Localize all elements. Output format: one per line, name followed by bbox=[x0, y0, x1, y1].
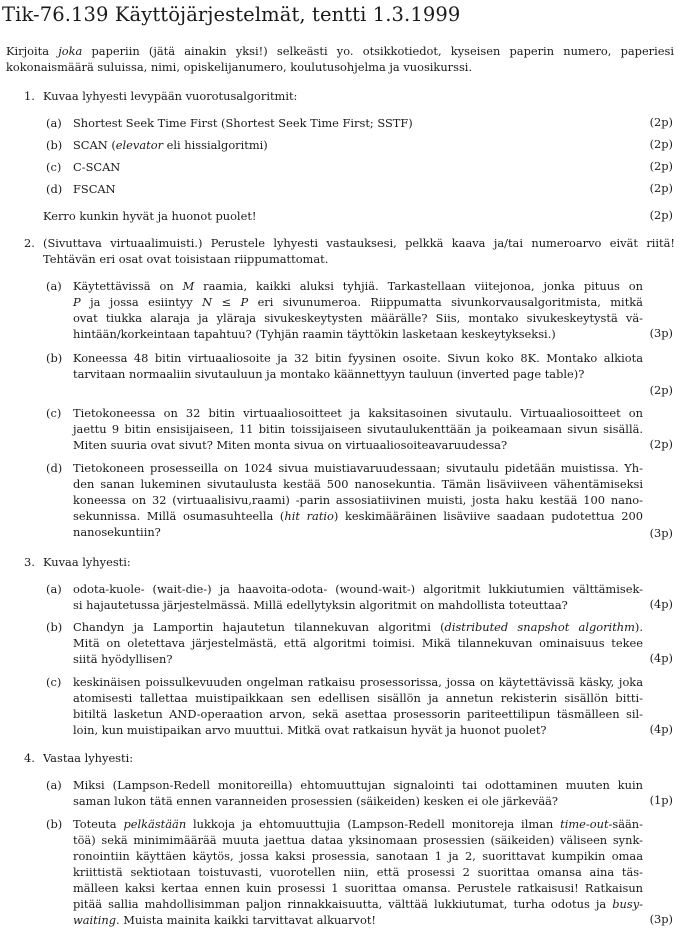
footer-text: Kerro kunkin hyvät ja huonot puolet! bbox=[43, 209, 257, 223]
item-label: (b) bbox=[46, 817, 63, 831]
item-text: odota-kuole- (wait-die-) ja haavoita-odota- (wound-wait-) algoritmit lukkiutumien välttämisek- si hajautetussa järjestelmässä. Millä edellytyksin algoritmit on mahdollista toteuttaa? bbox=[73, 582, 643, 612]
question-text: Vastaa lyhyesti: bbox=[43, 751, 134, 765]
item-text: Toteuta pelkästään lukkoja ja ehtomuuttujia (Lampson-Redell monitoreja ilman time-out-sään- töä) sekä minimimäärää muuta jaettua dataa yksinomaan prosessien (säikeiden) väliseen synk- ronointiin käyttäen käytös, jossa kaksi prosessia, sanotaan 1 ja 2, suorittavat kumpikin omaa kriittistä sektiotaan toistuvasti, vuorotellen niin, että prosessi 2 suorittaa omansa aina täs- mälleen kaksi kertaa ennen kuin prosessi 1 suorittaa omansa. Perustele ratkaisusi! Ratkaisun pitää sallia mahdollisimman paljon rinnakkaisuutta, välttää lukkiutumat, turha odotus ja busy- waiting. Muista mainita kaikki tarvittavat alkuarvot! bbox=[73, 817, 643, 927]
question-number: 1. bbox=[24, 89, 35, 103]
points: (2p) bbox=[649, 383, 673, 397]
question-text: Kuvaa lyhyesti: bbox=[43, 555, 131, 569]
question-text: Kuvaa lyhyesti levypään vuorotusalgoritmit: bbox=[43, 89, 298, 103]
item-label: (a) bbox=[46, 778, 62, 792]
points: (3p) bbox=[649, 912, 673, 926]
item-label: (d) bbox=[46, 182, 63, 196]
intro-line-1: Kirjoita joka paperiin (jätä ainakin yksi!) selkeästi yo. otsikkotiedot, kyseisen paperin numero, paperiesi bbox=[6, 44, 674, 58]
item-text: Shortest Seek Time First (Shortest Seek Time First; SSTF) bbox=[73, 116, 413, 130]
item-text: FSCAN bbox=[73, 182, 116, 196]
item-text: Tietokoneessa on 32 bitin virtuaaliosoitteet ja kaksitasoinen sivutaulu. Virtuaaliosoitteet on jaettu 9 bitin ensisijaiseen, 11 bitin toissijaiseen sivutaulukenttään ja poikeamaan sivun sisällä. Miten suuria ovat sivut? Miten monta sivua on virtuaaliosoiteavaruudessa? bbox=[73, 406, 643, 452]
points: (2p) bbox=[649, 181, 673, 195]
points: (4p) bbox=[649, 722, 673, 736]
points: (2p) bbox=[649, 159, 673, 173]
item-label: (a) bbox=[46, 279, 62, 293]
item-text: Käytettävissä on M raamia, kaikki aluksi tyhjiä. Tarkastellaan viitejonoa, jonka pituus on P ja jossa esiintyy N ≤ P eri sivunumeroa. Riippumatta sivunkorvausalgoritmista, mitkä ovat tiukka alaraja ja yläraja sivukeskeytysten määrälle? Siis, montako sivukeskeytystä vä- hintään/korkeintaan tapahtuu? (Tyhjän raamin täyttökin lasketaan keskeytykseksi.) bbox=[73, 279, 643, 341]
item-label: (b) bbox=[46, 138, 63, 152]
page-title: Tik-76.139 Käyttöjärjestelmät, tentti 1.3.1999 bbox=[2, 3, 461, 26]
item-text: SCAN (elevator eli hissialgoritmi) bbox=[73, 138, 268, 152]
points: (3p) bbox=[649, 526, 673, 540]
item-label: (b) bbox=[46, 351, 63, 365]
item-label: (c) bbox=[46, 406, 62, 420]
item-label: (d) bbox=[46, 461, 63, 475]
question-text: (Sivuttava virtuaalimuisti.) Perustele lyhyesti vastauksesi, pelkkä kaava ja/tai numeroarvo eivät riitä! Tehtävän eri osat ovat toisistaan riippumattomat. bbox=[43, 236, 675, 266]
item-text: Miksi (Lampson-Redell monitoreilla) ehtomuuttujan signalointi tai odottaminen muuten kuin saman lukon tätä ennen varanneiden prosessien (säikeiden) kesken ei ole järkevää? bbox=[73, 778, 643, 808]
question-number: 3. bbox=[24, 555, 35, 569]
points: (2p) bbox=[649, 115, 673, 129]
question-number: 4. bbox=[24, 751, 35, 765]
intro-paragraph bbox=[6, 43, 674, 75]
item-text: Koneessa 48 bitin virtuaaliosoite ja 32 bitin fyysinen osoite. Sivun koko 8K. Montako alkiota tarvitaan normaaliin sivutauluun ja montako käännettyyn tauluun (inverted page table)? bbox=[73, 351, 643, 381]
points: (4p) bbox=[649, 651, 673, 665]
item-text: Chandyn ja Lamportin hajautetun tilannekuvan algoritmi (distributed snapshot algorithm). Mitä on oletettava järjestelmästä, että algoritmi toimisi. Mikä tilannekuvan ominaisuus tekee siitä hyödyllisen? bbox=[73, 620, 643, 666]
intro-line-2: kokonaismäärä suluissa, nimi, opiskelijanumero, koulutusohjelma ja vuosikurssi. bbox=[6, 60, 473, 74]
question-number: 2. bbox=[24, 236, 35, 250]
item-label: (b) bbox=[46, 620, 63, 634]
points: (4p) bbox=[649, 597, 673, 611]
points: (2p) bbox=[649, 437, 673, 451]
points: (3p) bbox=[649, 326, 673, 340]
item-label: (a) bbox=[46, 582, 62, 596]
points: (1p) bbox=[649, 793, 673, 807]
item-label: (a) bbox=[46, 116, 62, 130]
points: (2p) bbox=[649, 208, 673, 222]
points: (2p) bbox=[649, 137, 673, 151]
item-label: (c) bbox=[46, 675, 62, 689]
item-text: Tietokoneen prosesseilla on 1024 sivua muistiavaruudessaan; sivutaulu pidetään muistissa. Yh- den sanan lukeminen sivutaulusta kestää 500 nanosekuntia. Tämän lisäviiveen vähentämiseksi koneessa on 32 (virtuaalisivu,raami) -parin assosiatiivinen muisti, josta haku kestää 100 nano- sekunnissa. Millä osumasuhteella (hit ratio) keskimääräinen lisäviive saadaan pudotettua 200 nanosekuntiin? bbox=[73, 461, 643, 539]
item-label: (c) bbox=[46, 160, 62, 174]
item-text: C-SCAN bbox=[73, 160, 121, 174]
item-text: keskinäisen poissulkevuuden ongelman ratkaisu prosessorissa, jossa on käytettävissä käsky, joka atomisesti tallettaa muistipaikkaan sen edellisen sisällön ja annetun rekisterin sisällön bitti- bitiltä lasketun AND-operaation arvon, sekä asettaa prosessorin pariteettilipun täsmälleen sil- loin, kun muistipaikan arvo muuttui. Mitkä ovat ratkaisun hyvät ja huonot puolet? bbox=[73, 675, 643, 737]
